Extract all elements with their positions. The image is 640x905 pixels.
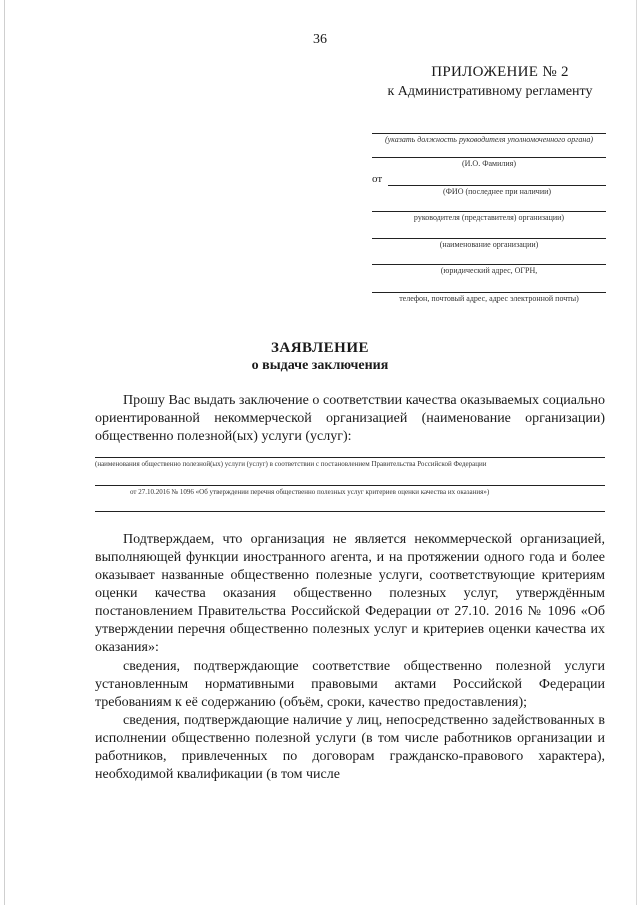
service-line-2 [95,485,605,486]
service-caption-1: (наименования общественно полезной(ых) услуги (услуг) в соответствии с постановлением Правительства Российской Федерации [95,460,487,468]
request-paragraph [95,392,605,446]
statement-subtitle: о выдаче заключения [251,358,389,373]
service-caption-2: от 27.10.2016 № 1096 «Об утверждении перечня общественно полезных услуг критериев оценки качества их оказания») [130,488,490,496]
info-text-2: сведения, подтверждающие наличие у лиц, непосредственно задействованных в исполнении общественно полезной услуги (в том числе работников организации и работников, привлеченных по договорам гражданско-правового характера), необходимой квалификации (в том числе [95,713,605,782]
confirm-paragraph [95,531,605,657]
request-text: Прошу Вас выдать заключение о соответствии качества оказываемых социально ориентированной некоммерческой организацией (наименование организации) общественно полезной(ых) услуги (услуг): [95,393,605,444]
service-line-3 [95,511,605,512]
address-caption: (юридический адрес, ОГРН, [440,266,538,275]
name-caption: (И.О. Фамилия) [461,159,517,168]
org-line [372,238,606,239]
info-text-1: сведения, подтверждающие соответствие общественно полезной услуги установленным нормативными правовыми актами Российской Федерации требованиям к её содержанию (объём, сроки, качество предоставления); [95,659,605,710]
page-edge-right [636,0,637,905]
service-line-1 [95,457,605,458]
confirm-text: Подтверждаем, что организация не является некоммерческой организацией, выполняющей функции иностранного агента, и на протяжении одного года и более оказывает названные общественно полезные услуги, соответствующие критериям оценки качества оказания общественно полезных услуг, утверждённым постановлением Правительства Российской Федерации от 27.10. 2016 № 1096 «Об утверждении перечня общественно полезных услуг и критериев оценки качества их оказания»: [95,532,605,655]
name-line [372,157,606,158]
statement-title: ЗАЯВЛЕНИЕ [270,340,370,356]
address-line [372,264,606,265]
position-line [372,133,606,134]
from-label: от [372,173,383,185]
contacts-caption: телефон, почтовый адрес, адрес электронной почты) [399,294,579,303]
position-caption: (указать должность руководителя уполномоченного органа) [384,135,594,144]
org-caption: (наименование организации) [439,240,539,249]
page-number: 36 [313,32,327,47]
info-paragraph-1 [95,658,605,712]
head-line [372,211,606,212]
page-edge-left [4,0,5,905]
appendix-subtitle: к Административному регламенту [387,84,593,99]
info-paragraph-2 [95,712,605,784]
fio-caption: (ФИО (последнее при наличии) [442,187,552,196]
fio-line [388,185,606,186]
contacts-line [372,292,606,293]
appendix-title: ПРИЛОЖЕНИЕ № 2 [431,64,569,80]
head-caption: руководителя (представителя) организации) [413,213,565,222]
